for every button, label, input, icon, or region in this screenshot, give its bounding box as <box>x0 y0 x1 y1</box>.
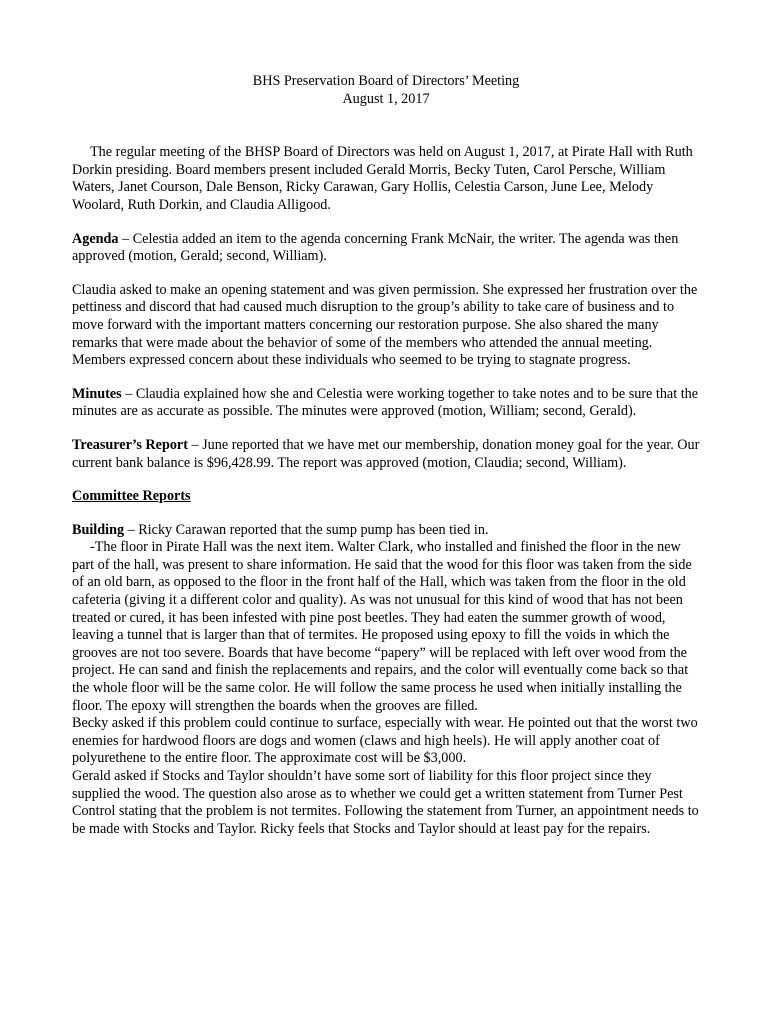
title-line-1: BHS Preservation Board of Directors’ Meeting <box>252 73 520 89</box>
intro-paragraph: The regular meeting of the BHSP Board of Directors was held on August 1, 2017, at Pirate Hall with Ruth Dorkin presiding. Board members present included Gerald Morris, Becky Tuten, Carol Persche, William Waters, Janet Courson, Dale Benson, Ricky Carawan, Gary Hollis, Celestia Carson, June Lee, Melody Woolard, Ruth Dorkin, and Claudia Alligood. <box>72 144 693 213</box>
minutes-label: Minutes <box>72 385 122 402</box>
treasurer-paragraph <box>72 437 700 472</box>
agenda-paragraph <box>72 231 700 266</box>
building-label: Building <box>72 521 125 538</box>
treasurer-label: Treasurer’s Report <box>72 436 188 453</box>
document-title <box>72 73 700 108</box>
document-body <box>72 73 700 838</box>
agenda-label: Agenda <box>72 230 119 247</box>
treasurer-text: – June reported that we have met our membership, donation money goal for the year. Our current bank balance is $96,428.99. The report was approved (motion, Claudia; second, William). <box>72 436 700 471</box>
title-line-2: August 1, 2017 <box>342 90 430 107</box>
agenda-text: – Celestia added an item to the agenda concerning Frank McNair, the writer. The agenda was then approved (motion, Gerald; second, William). <box>72 230 679 265</box>
building-text: – Ricky Carawan reported that the sump pump has been tied in. <box>124 521 489 538</box>
building-paragraph <box>72 522 700 540</box>
becky-paragraph: Becky asked if this problem could continue to surface, especially with wear. He pointed out that the worst two enemies for hardwood floors are dogs and women (claws and high heels). He will apply another coat of polyurethene to the entire floor. The approximate cost will be $3,000. <box>72 715 698 767</box>
floor-paragraph: -The floor in Pirate Hall was the next item. Walter Clark, who installed and finished the floor in the new part of the hall, was present to share information. He said that the wood for this floor was taken from the side of an old barn, as opposed to the floor in the front half of the Hall, which was taken from the floor in the old cafeteria (giving it a different color and quality). As was not unusual for this kind of wood that has not been treated or cured, it has been infested with pine post beetles. They had eaten the summer growth of wood, leaving a tunnel that is larger than that of termites. He proposed using epoxy to fill the voids in which the grooves are not too severe. Boards that have become “papery” will be replaced with left over wood from the project. He can sand and finish the replacements and repairs, and the color will eventually come back so that the whole floor will be the same color. He will follow the same process he used when initially installing the floor. The epoxy will strengthen the boards when the grooves are filled. <box>72 539 692 714</box>
minutes-paragraph <box>72 386 700 421</box>
committee-reports-heading: Committee Reports <box>72 488 191 505</box>
minutes-text: – Claudia explained how she and Celestia were working together to take notes and to be sure that the minutes are as accurate as possible. The minutes were approved (motion, William; second, Gerald). <box>72 385 699 420</box>
claudia-statement-paragraph: Claudia asked to make an opening statement and was given permission. She expressed her frustration over the pettiness and discord that had caused much disruption to the group’s ability to take care of business and to move forward with the important matters concerning our restoration purpose. She also shared the many remarks that were made about the behavior of some of the members who attended the annual meeting. Members expressed concern about these individuals who seemed to be trying to stagnate progress. <box>72 281 698 369</box>
gerald-paragraph: Gerald asked if Stocks and Taylor shouldn’t have some sort of liability for this floor project since they supplied the wood. The question also arose as to whether we could get a written statement from Turner Pest Control stating that the problem is not termites. Following the statement from Turner, an appointment needs to be made with Stocks and Taylor. Ricky feels that Stocks and Taylor should at least pay for the repairs. <box>72 768 699 837</box>
